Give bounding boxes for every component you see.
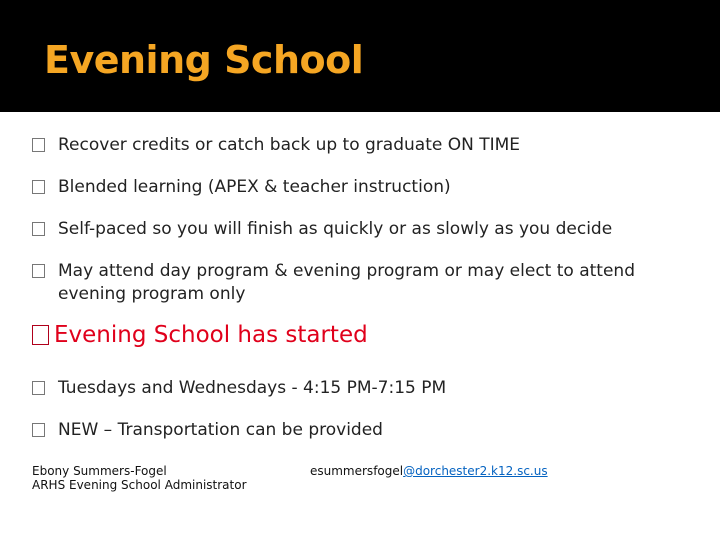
contact-block (32, 464, 247, 492)
box-bullet-icon (32, 180, 45, 194)
box-bullet-icon (32, 222, 45, 236)
contact-email (310, 464, 548, 478)
title-bar (0, 0, 720, 112)
bullet-text: evening program only (58, 284, 246, 304)
contact-name: Ebony Summers-Fogel (32, 464, 167, 478)
section-heading (32, 321, 368, 349)
box-bullet-icon (32, 264, 45, 278)
sub-bullet-text: NEW – Transportation can be provided (58, 420, 383, 440)
bullet-text: May attend day program & evening program or may elect to attend (58, 261, 635, 281)
email-user: esummersfogel (310, 464, 404, 478)
section-heading-text: Evening School has started (54, 322, 368, 348)
box-bullet-icon (32, 423, 45, 437)
email-domain-link[interactable]: @dorchester2.k12.sc.us (403, 464, 548, 478)
box-bullet-icon (32, 138, 45, 152)
box-bullet-icon (32, 381, 45, 395)
bullet-text: Self-paced so you will finish as quickly or as slowly as you decide (58, 219, 613, 239)
bullet-text: Blended learning (APEX & teacher instruction) (58, 177, 451, 197)
bullet-text: Recover credits or catch back up to graduate ON TIME (58, 135, 521, 155)
page-title: Evening School (44, 38, 364, 82)
box-bullet-icon (32, 325, 49, 345)
contact-role: ARHS Evening School Administrator (32, 478, 247, 492)
sub-bullet-text: Tuesdays and Wednesdays - 4:15 PM-7:15 PM (58, 378, 447, 398)
